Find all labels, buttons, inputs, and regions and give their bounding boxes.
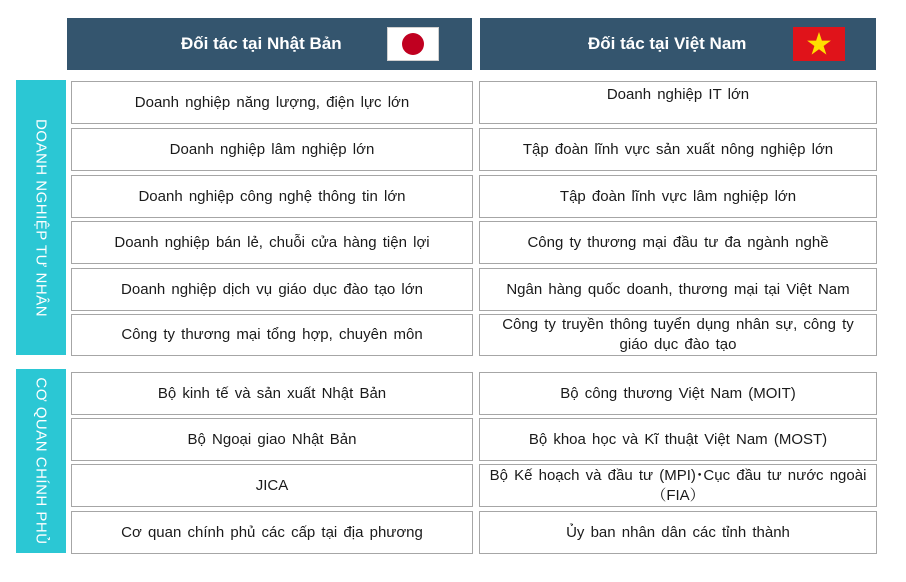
japan-private-cell-5: Doanh nghiệp dịch vụ giáo dục đào tạo lớn: [71, 268, 473, 311]
japan-private-cell-3: Doanh nghiệp công nghệ thông tin lớn: [71, 175, 473, 218]
japan-private-cell-2: Doanh nghiệp lâm nghiệp lớn: [71, 128, 473, 171]
vietnam-private-cell-6: Công ty truyền thông tuyển dụng nhân sự, công ty giáo dục đào tạo: [479, 314, 877, 356]
vietnam-private-cell-5: Ngân hàng quốc doanh, thương mại tại Việt Nam: [479, 268, 877, 311]
section-label-private-text: DOANH NGHIỆP TƯ NHÂN: [32, 118, 50, 317]
vietnam-flag-icon: [793, 27, 845, 61]
japan-private-cell-1: Doanh nghiệp năng lượng, điện lực lớn: [71, 81, 473, 124]
japan-private-cell-4: Doanh nghiệp bán lẻ, chuỗi cửa hàng tiện lợi: [71, 221, 473, 264]
japan-government-cell-2: Bộ Ngoại giao Nhật Bản: [71, 418, 473, 461]
section-label-private: [16, 80, 66, 355]
vietnam-government-cell-3: Bộ Kế hoạch và đầu tư (MPI)･Cục đầu tư nước ngoài（FIA）: [479, 464, 877, 507]
japan-private-cell-6: Công ty thương mại tổng hợp, chuyên môn: [71, 314, 473, 356]
japan-government-cell-3: JICA: [71, 464, 473, 507]
section-label-government-text: CƠ QUAN CHÍNH PHỦ: [32, 377, 50, 545]
header-japan-title: Đối tác tại Nhật Bản: [181, 34, 342, 53]
vietnam-government-cell-1: Bộ công thương Việt Nam (MOIT): [479, 372, 877, 415]
header-vietnam-partners: [480, 18, 876, 70]
vietnam-private-cell-2: Tập đoàn lĩnh vực sản xuất nông nghiệp lớn: [479, 128, 877, 171]
japan-government-cell-1: Bộ kinh tế và sản xuất Nhật Bản: [71, 372, 473, 415]
section-label-government: [16, 369, 66, 553]
header-japan-partners: [67, 18, 472, 70]
vietnam-private-cell-1: Doanh nghiệp IT lớn: [479, 81, 877, 124]
japan-government-cell-4: Cơ quan chính phủ các cấp tại địa phương: [71, 511, 473, 554]
header-vietnam-title: Đối tác tại Việt Nam: [588, 34, 747, 53]
vietnam-private-cell-4: Công ty thương mại đầu tư đa ngành nghề: [479, 221, 877, 264]
vietnam-government-cell-2: Bộ khoa học và Kĩ thuật Việt Nam (MOST): [479, 418, 877, 461]
vietnam-private-cell-3: Tập đoàn lĩnh vực lâm nghiệp lớn: [479, 175, 877, 218]
japan-flag-icon: [387, 27, 439, 61]
vietnam-government-cell-4: Ủy ban nhân dân các tỉnh thành: [479, 511, 877, 554]
